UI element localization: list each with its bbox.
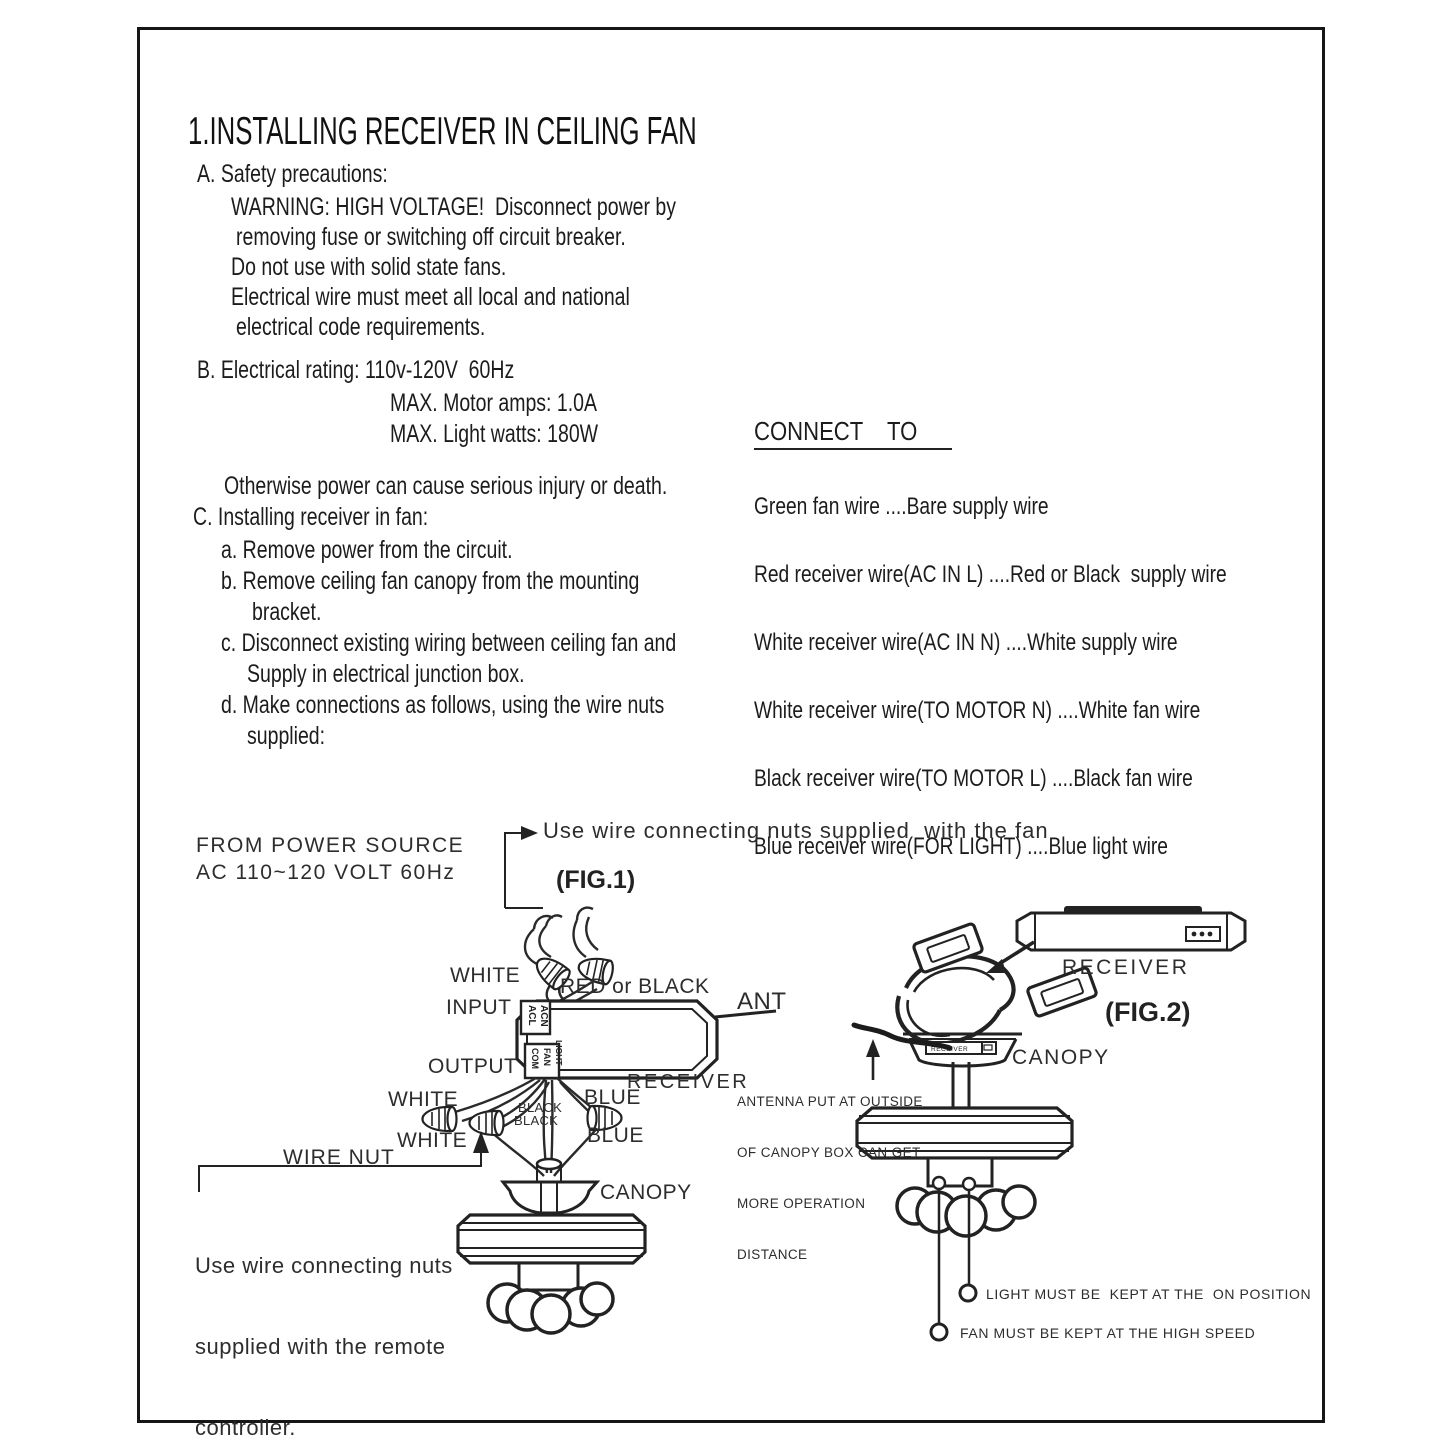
fig1-label-white-mid: WHITE [388,1088,459,1111]
fan-chain-end-icon [931,1324,947,1340]
connect-to-heading: CONNECT TO [754,416,918,446]
fig2-antenna-note [737,1059,923,1297]
fig2-fan-note: FAN MUST BE KEPT AT THE HIGH SPEED [960,1325,1256,1341]
connect-row: Black receiver wire(TO MOTOR L) ....Black fan wire [754,765,1193,792]
power-source-line: AC 110~120 VOLT 60Hz [196,861,456,884]
fig1-label-blue-low: BLUE [587,1124,644,1147]
terminal-light: LIGHT [554,1040,564,1066]
warning-line: Otherwise power can cause serious injury or death. [224,472,668,500]
section-b-line: MAX. Motor amps: 1.0A [390,389,597,417]
fig1-caption: (FIG.1) [556,866,636,894]
section-a-line: removing fuse or switching off circuit breaker. [236,223,626,251]
section-a-heading: A. Safety precautions: [197,160,388,188]
fig2-downrod [953,1062,969,1108]
connect-row: Red receiver wire(AC IN L) ....Red or Black supply wire [754,561,1227,588]
note-line: controller. [195,1415,296,1440]
fig1-note-bottom [195,1198,453,1445]
antenna-note-line: ANTENNA PUT AT OUTSIDE [737,1094,923,1109]
fig1-label-wire-nut: WIRE NUT [283,1146,395,1169]
antenna-note-line: DISTANCE [737,1247,808,1262]
section-c-line: b. Remove ceiling fan canopy from the mounting [221,567,640,595]
fig2-label-canopy: CANOPY [1012,1046,1110,1069]
fig1-label-ant: ANT [737,988,787,1015]
terminal-fan: FAN [542,1048,552,1066]
fig1-note-top: Use wire connecting nuts supplied with the fan [543,818,1049,843]
fig2-light-note: LIGHT MUST BE KEPT AT THE ON POSITION [986,1286,1312,1302]
light-chain-end-icon [960,1285,976,1301]
fig1-canopy [503,1159,597,1215]
fig2-receiver-small-label: RECEIVER [931,1046,969,1053]
fig1-label-black-2: BLACK [514,1113,559,1128]
fig1-label-white-low: WHITE [397,1129,468,1152]
section-c-line: Supply in electrical junction box. [247,660,525,688]
power-source-line: FROM POWER SOURCE [196,834,465,857]
fig2-caption: (FIG.2) [1105,997,1191,1027]
antenna-note-line: OF CANOPY BOX CAN GET [737,1145,921,1160]
fig1-label-output: OUTPUT [428,1055,518,1078]
section-a-line: WARNING: HIGH VOLTAGE! Disconnect power by [231,193,677,221]
fig1-receiver-box [517,1001,717,1078]
section-c-line: bracket. [252,598,322,626]
section-a-line: electrical code requirements. [236,313,486,341]
fig1-label-input: INPUT [446,996,512,1019]
fig2-label-receiver: RECEIVER [1062,956,1190,979]
terminal-com: COM [530,1048,540,1069]
connect-to-underline [754,448,952,450]
section-c-line: c. Disconnect existing wiring between ceiling fan and [221,629,677,657]
page-title: 1.INSTALLING RECEIVER IN CEILING FAN [188,110,697,153]
connect-row: White receiver wire(AC IN N) ....White supply wire [754,629,1178,656]
note-line: supplied with the remote [195,1334,446,1359]
fig1-fan-motor [458,1215,645,1263]
connect-row: Blue receiver wire(FOR LIGHT) ....Blue light wire [754,833,1168,860]
section-c-line: supplied: [247,722,326,750]
fig1-label-blue-top: BLUE [584,1086,641,1109]
antenna-note-line: MORE OPERATION [737,1196,866,1211]
mounting-bracket-sketch [897,923,1097,1044]
fig1-label-white-top: WHITE [450,964,521,987]
fig1-label-receiver: RECEIVER [627,1071,750,1093]
section-a-line: Electrical wire must meet all local and national [231,283,630,311]
section-a-line: Do not use with solid state fans. [231,253,507,281]
terminal-acn: ACN [538,1005,549,1027]
connect-row: White receiver wire(TO MOTOR N) ....White fan wire [754,697,1201,724]
fig1-label-black-1: BLACK [518,1100,563,1115]
fig1-label-red-black: RED or BLACK [560,975,710,998]
connect-row: Green fan wire ....Bare supply wire [754,493,1049,520]
section-c-line: d. Make connections as follows, using the wire nuts [221,691,665,719]
section-c-heading: C. Installing receiver in fan: [193,503,429,531]
note-line: Use wire connecting nuts [195,1253,453,1278]
fig1-label-canopy: CANOPY [600,1181,692,1204]
insert-arrow-icon [986,942,1034,973]
terminal-acl: ACL [526,1005,537,1026]
note-bracket-arrow-icon [505,826,543,908]
fig1-light-kit [488,1263,613,1333]
section-c-line: a. Remove power from the circuit. [221,536,513,564]
section-b-line: MAX. Light watts: 180W [390,420,599,448]
section-b-heading: B. Electrical rating: 110v-120V 60Hz [197,356,515,384]
fig2-receiver-box [1017,906,1245,950]
